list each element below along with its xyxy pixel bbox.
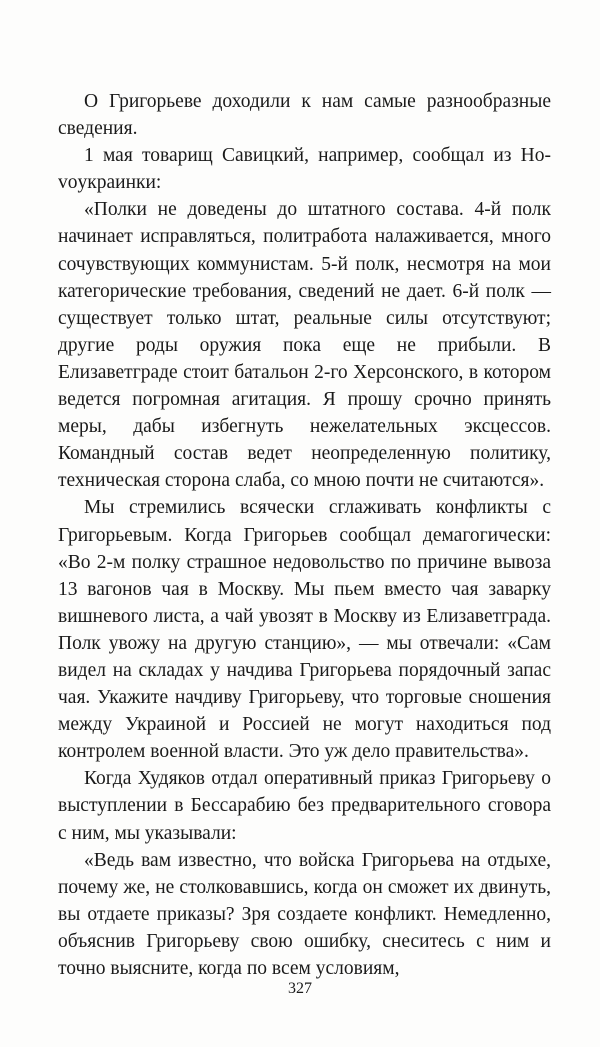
paragraph-2: 1 мая товарищ Савицкий, например, сообщал из Ноvoукраинки: (58, 145, 551, 194)
body-text (58, 88, 551, 982)
paragraph-5: Когда Худяков отдал оперативный приказ Григорьеву о выступлении в Бессарабию без предварительного сговора с ним, мы указывали: (58, 768, 551, 844)
paragraph-1: О Григорьеве доходили к нам самые разнообразные сведения. (58, 91, 551, 140)
paragraph-4: Мы стремились всячески сглаживать конфликты с Григорьевым. Когда Григорьев сообщал демагогически: «Во 2-м полку страшное недовольство по причине вывоза 13 вагонов чая в Москву. Мы пьем вместо чая заварку вишневого листа, а чай увозят в Москву из Елизаветграда. Полк увожу на другую станцию», — мы отвечали: «Сам видел на складах у начдива Григорьева порядочный запас чая. Укажите начдиву Григорьеву, что торговые сношения между Украиной и Россией не могут находиться под контролем военной власти. Это уж дело правительства». (58, 497, 551, 763)
page-number: 327 (288, 980, 312, 997)
paragraph-6-quote: «Ведь вам известно, что войска Григорьева на отдыхе, почему же, не столковавшись, когда он сможет их двинуть, вы отдаете приказы? Зря создаете конфликт. Немедленно, объяснив Григорьеву свою ошибку, снеситесь с ним и точно выясните, когда по всем условиям, (58, 849, 551, 979)
paragraph-3-quote: «Полки не доведены до штатного состава. 4-й полк начинает исправляться, политработа налаживается, много сочувствующих коммунистам. 5-й полк, несмотря на мои категорические требования, сведений не дает. 6-й полк — существует только штат, реальные силы отсутствуют; другие роды оружия пока еще не прибыли. В Елизаветграде стоит батальон 2-го Херсонского, в котором ведется погромная агитация. Я прошу срочно принять меры, дабы избегнуть нежелательных эксцессов. Командный состав ведет неопределенную политику, техническая сторона слаба, со мною почти не считаются». (58, 199, 551, 492)
